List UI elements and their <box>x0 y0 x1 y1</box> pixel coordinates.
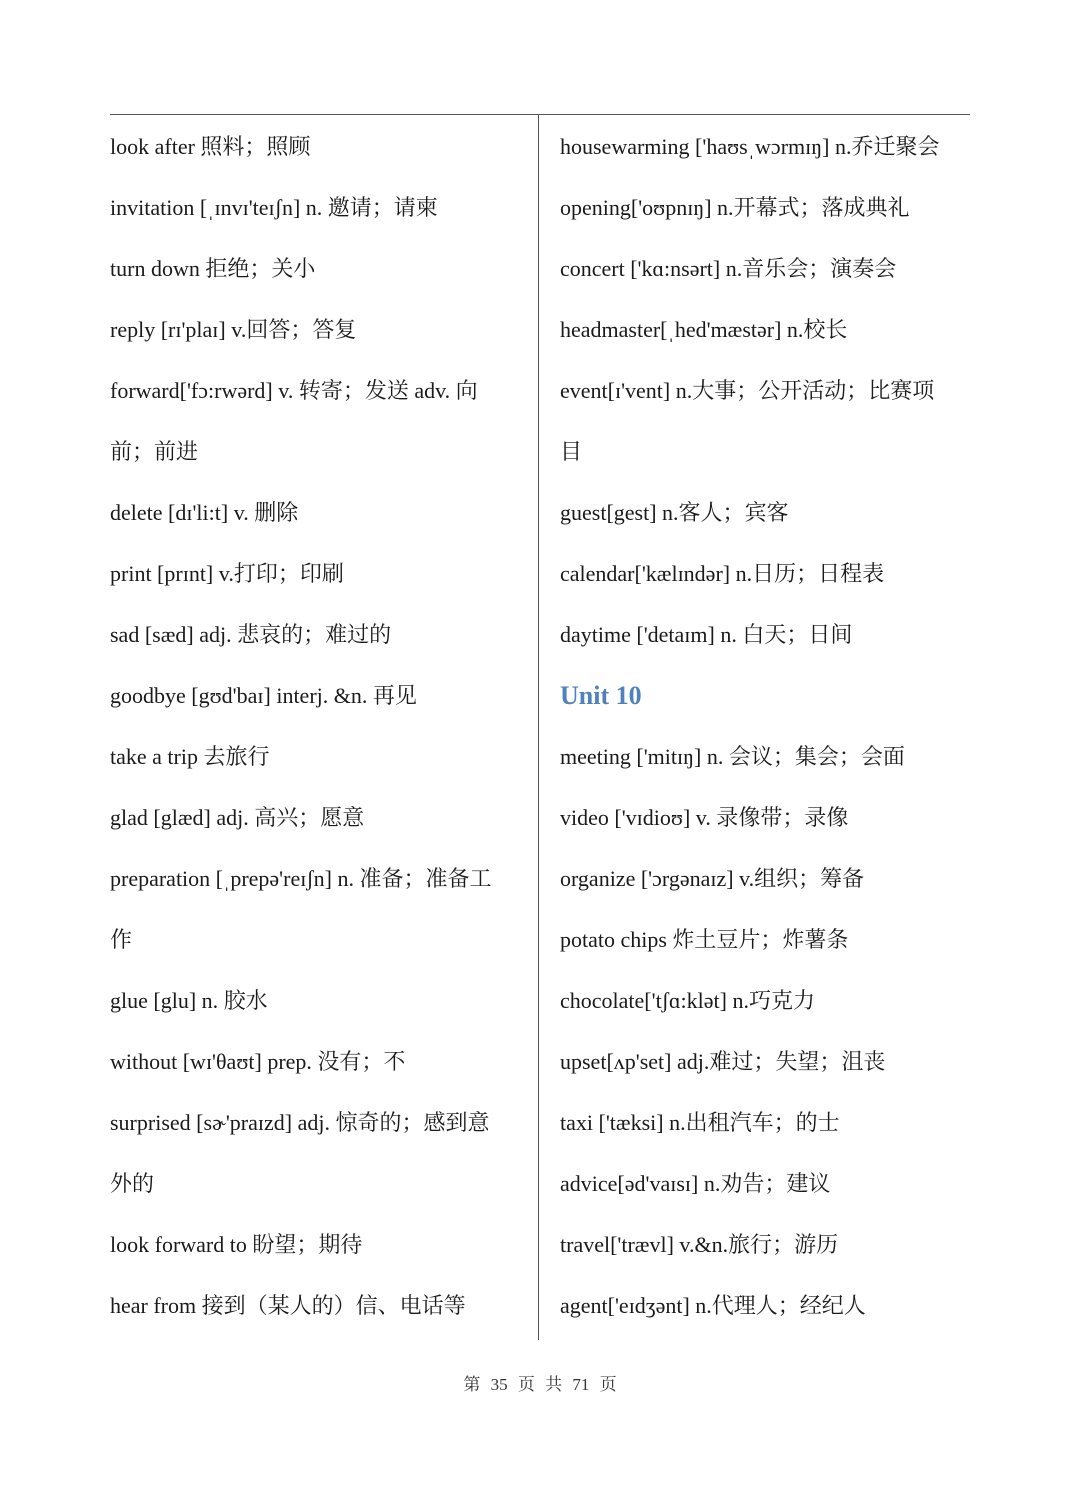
vocab-line: meeting ['mitɪŋ] n. 会议；集会；会面 <box>560 744 905 769</box>
top-rule <box>110 114 970 115</box>
vocab-line: travel['trævl] v.&n.旅行；游历 <box>560 1232 839 1257</box>
vocab-line: housewarming ['haʊsˌwɔrmɪŋ] n.乔迁聚会 <box>560 134 940 159</box>
vocab-line: guest[gest] n.客人；宾客 <box>560 500 789 525</box>
vocab-line-continued: 前；前进 <box>110 439 199 464</box>
page-footer: 第 35 页 共 71 页 <box>463 1375 617 1394</box>
vocab-line: forward['fɔ:rwərd] v. 转寄；发送 adv. 向 <box>110 378 478 403</box>
vocab-line: look after 照料；照顾 <box>110 134 311 159</box>
vocab-line: taxi ['tæksi] n.出租汽车；的士 <box>560 1110 840 1135</box>
vocab-line: turn down 拒绝；关小 <box>110 256 316 281</box>
vocab-line-continued: 目 <box>560 439 583 464</box>
vocab-line: chocolate['tʃɑ:klət] n.巧克力 <box>560 988 815 1013</box>
vocab-line-continued: 外的 <box>110 1171 155 1196</box>
vocab-line: look forward to 盼望；期待 <box>110 1232 363 1257</box>
vocab-line: preparation [ˌprepə'reɪʃn] n. 准备；准备工 <box>110 866 492 891</box>
vocab-line: print [prɪnt] v.打印；印刷 <box>110 561 344 586</box>
vocab-line: take a trip 去旅行 <box>110 744 270 769</box>
vocab-line: glad [glæd] adj. 高兴；愿意 <box>110 805 365 830</box>
vocab-line: event[ɪ'vent] n.大事；公开活动；比赛项 <box>560 378 935 403</box>
vocab-line: agent['eɪdʒənt] n.代理人；经纪人 <box>560 1293 866 1318</box>
vocab-line: opening['oʊpnɪŋ] n.开幕式；落成典礼 <box>560 195 910 220</box>
vocab-line: calendar['kælɪndər] n.日历；日程表 <box>560 561 885 586</box>
vocab-line-continued: 作 <box>110 927 133 952</box>
right-column <box>560 116 970 1336</box>
vocab-line: daytime ['detaɪm] n. 白天；日间 <box>560 622 853 647</box>
vocab-line: potato chips 炸土豆片；炸薯条 <box>560 927 849 952</box>
column-divider <box>538 115 539 1340</box>
vocab-line: invitation [ˌɪnvɪ'teɪʃn] n. 邀请；请柬 <box>110 195 438 220</box>
unit-heading: Unit 10 <box>560 681 642 710</box>
vocab-line: goodbye [gʊd'baɪ] interj. &n. 再见 <box>110 683 417 708</box>
vocab-line: without [wɪ'θaʊt] prep. 没有；不 <box>110 1049 406 1074</box>
vocab-line: glue [glu] n. 胶水 <box>110 988 268 1013</box>
vocab-line: video ['vɪdioʊ] v. 录像带；录像 <box>560 805 849 830</box>
left-column <box>110 116 522 1336</box>
vocab-line: upset[ʌp'set] adj.难过；失望；沮丧 <box>560 1049 886 1074</box>
vocab-line: hear from 接到（某人的）信、电话等 <box>110 1293 466 1318</box>
vocab-line: organize ['ɔrgənaɪz] v.组织；筹备 <box>560 866 865 891</box>
vocab-line: headmaster[ˌhed'mæstər] n.校长 <box>560 317 848 342</box>
vocab-line: sad [sæd] adj. 悲哀的；难过的 <box>110 622 392 647</box>
vocab-line: delete [dɪ'li:t] v. 删除 <box>110 500 299 525</box>
vocab-line: reply [rɪ'plaɪ] v.回答；答复 <box>110 317 357 342</box>
vocab-line: advice[əd'vaɪsɪ] n.劝告；建议 <box>560 1171 831 1196</box>
vocab-line: concert ['kɑ:nsərt] n.音乐会；演奏会 <box>560 256 897 281</box>
vocab-line: surprised [sɚ'praɪzd] adj. 惊奇的；感到意 <box>110 1110 490 1135</box>
